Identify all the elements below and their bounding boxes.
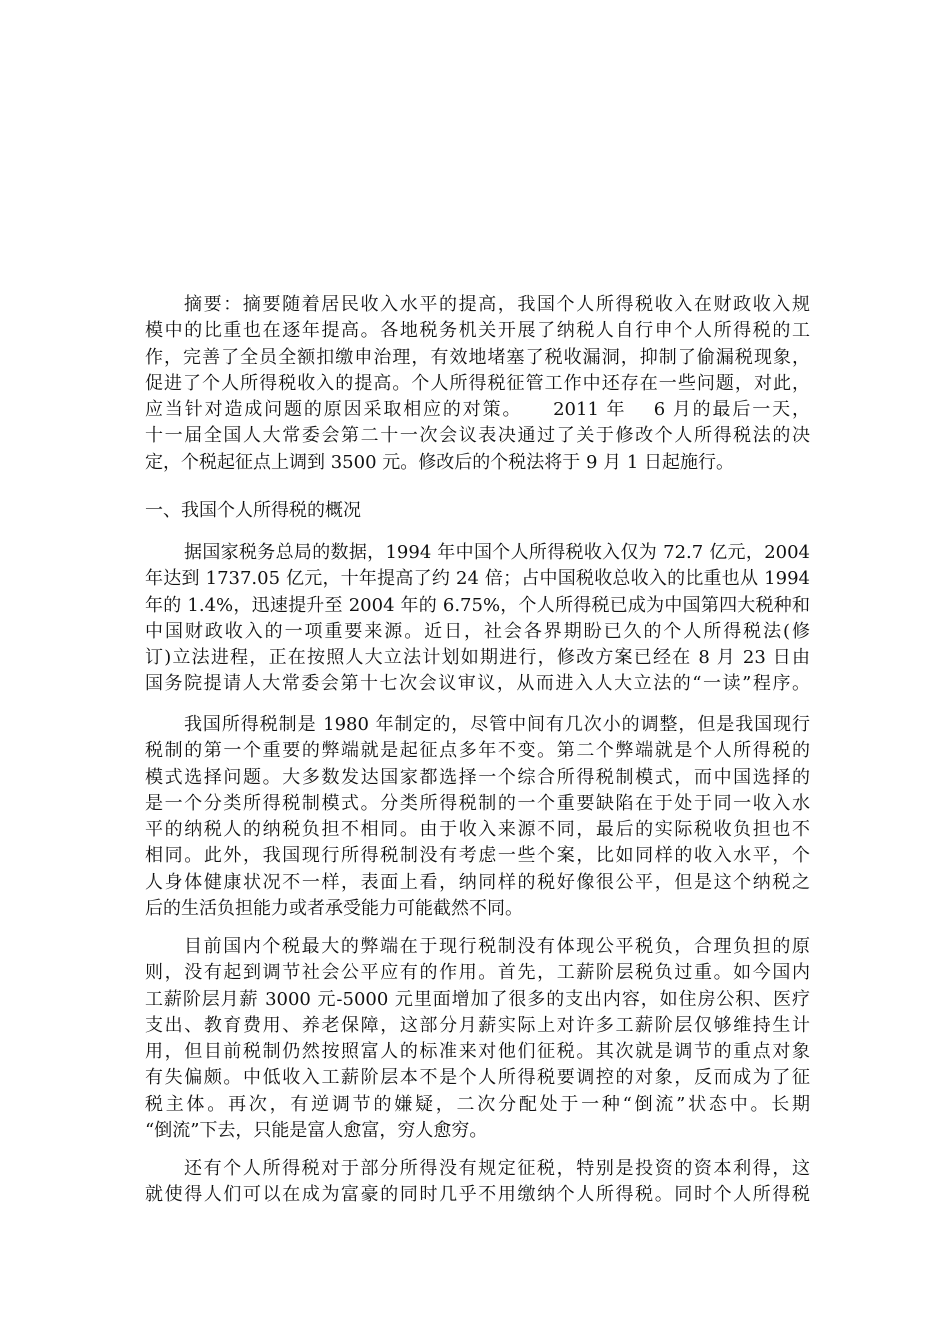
text-line: 促进了个人所得税收入的提高。个人所得税征管工作中还存在一些问题，对此，	[145, 372, 810, 394]
body-paragraph-4	[145, 1156, 810, 1209]
text-line: 模式选择问题。大多数发达国家都选择一个综合所得税制模式，而中国选择的	[145, 766, 810, 788]
text-line: 模中的比重也在逐年提高。各地税务机关开展了纳税人自行申个人所得税的工	[145, 320, 810, 342]
text-line: 后的生活负担能力或者承受能力可能截然不同。	[145, 898, 523, 920]
text-line: 是一个分类所得税制模式。分类所得税制的一个重要缺陷在于处于同一收入水	[145, 792, 810, 814]
text-line: 十一届全国人大常委会第二十一次会议表决通过了关于修改个人所得税法的决	[145, 425, 810, 447]
text-line: 据国家税务总局的数据，1994 年中国个人所得税收入仅为 72.7 亿元，2004	[184, 542, 810, 563]
text-line: 作，完善了全员全额扣缴申治理，有效地堵塞了税收漏洞，抑制了偷漏税现象，	[145, 346, 810, 368]
text-line: 年达到 1737.05 亿元，十年提高了约 24 倍；占中国税收总收入的比重也从 1994	[145, 568, 810, 590]
text-line: 税制的第一个重要的弊端就是起征点多年不变。第二个弊端就是个人所得税的	[145, 740, 810, 762]
text-line: 摘要：摘要随着居民收入水平的提高，我国个人所得税收入在财政收入规	[184, 294, 810, 315]
text-line: 则，没有起到调节社会公平应有的作用。首先，工薪阶层税负过重。如今国内	[145, 962, 810, 984]
text-line: 应当针对造成问题的原因采取相应的对策。 2011 年 6 月的最后一天，	[145, 399, 810, 421]
text-line: 目前国内个税最大的弊端在于现行税制没有体现公平税负，合理负担的原	[184, 936, 810, 957]
text-line: 相同。此外，我国现行所得税制没有考虑一些个案，比如同样的收入水平，个	[145, 845, 810, 867]
text-line: 人身体健康状况不一样，表面上看，纳同样的税好像很公平，但是这个纳税之	[145, 871, 810, 893]
text-line: 定，个税起征点上调到 3500 元。修改后的个税法将于 9 月 1 日起施行。	[145, 451, 735, 473]
text-line: 年的 1.4%，迅速提升至 2004 年的 6.75%，个人所得税已成为中国第四大税种和	[145, 594, 810, 616]
text-line: 就使得人们可以在成为富豪的同时几乎不用缴纳个人所得税。同时个人所得税	[145, 1184, 810, 1206]
text-line: 还有个人所得税对于部分所得没有规定征税，特别是投资的资本利得，这	[184, 1158, 810, 1179]
text-line: 平的纳税人的纳税负担不相同。由于收入来源不同，最后的实际税收负担也不	[145, 819, 810, 841]
text-line: 订)立法进程，正在按照人大立法计划如期进行，修改方案已经在 8 月 23 日由	[145, 647, 810, 669]
body-paragraph-3	[145, 934, 810, 1144]
text-line: 我国所得税制是 1980 年制定的，尽管中间有几次小的调整，但是我国现行	[184, 714, 810, 735]
body-paragraph-1	[145, 540, 810, 698]
text-line: 有失偏颇。中低收入工薪阶层本不是个人所得税要调控的对象，反而成为了征	[145, 1067, 810, 1089]
text-line: 中国财政收入的一项重要来源。近日，社会各界期盼已久的个人所得税法(修	[145, 620, 810, 642]
text-line: “倒流”下去，只能是富人愈富，穷人愈穷。	[145, 1120, 488, 1142]
text-line: 税主体。再次，有逆调节的嫌疑，二次分配处于一种“倒流”状态中。长期	[145, 1093, 810, 1115]
section-heading: 一、我国个人所得税的概况	[145, 500, 361, 521]
abstract-paragraph	[145, 292, 810, 476]
text-line: 支出、教育费用、养老保障，这部分月薪实际上对许多工薪阶层仅够维持生计	[145, 1014, 810, 1036]
text-line: 工薪阶层月薪 3000 元-5000 元里面增加了很多的支出内容，如住房公积、医疗	[145, 988, 810, 1010]
text-line: 国务院提请人大常委会第十七次会议审议，从而进入人大立法的“一读”程序。	[145, 673, 810, 695]
text-line: 用，但目前税制仍然按照富人的标准来对他们征税。其次就是调节的重点对象	[145, 1041, 810, 1063]
body-paragraph-2	[145, 712, 810, 922]
